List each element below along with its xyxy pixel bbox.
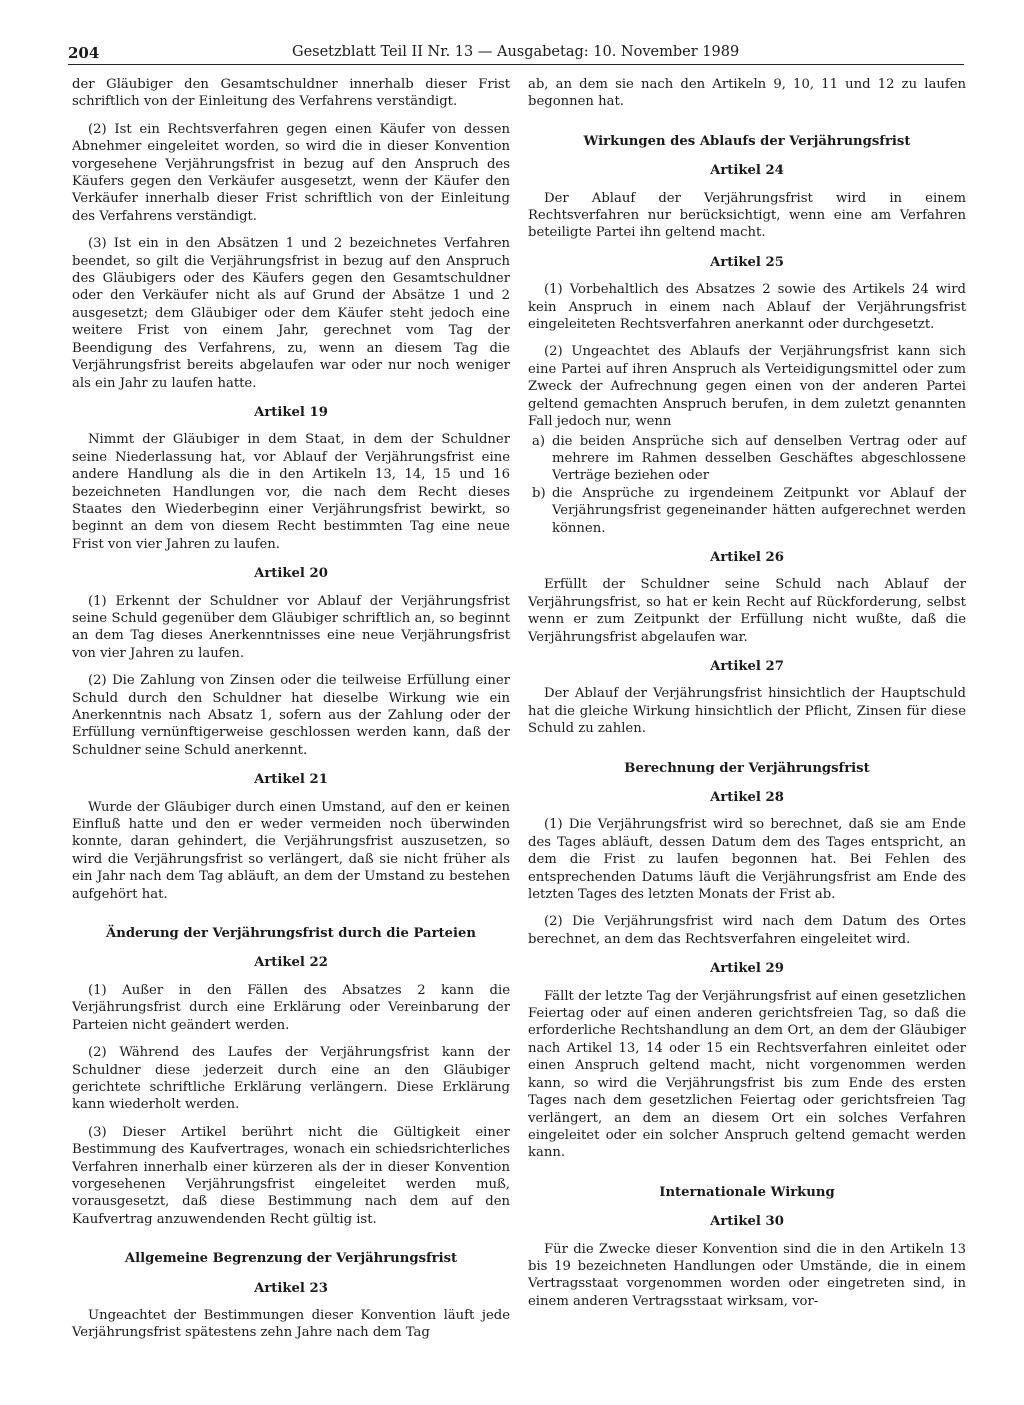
article-19-heading: Artikel 19 bbox=[254, 404, 328, 420]
article-22-heading: Artikel 22 bbox=[254, 955, 328, 971]
article-27-heading: Artikel 27 bbox=[710, 658, 784, 674]
right-column bbox=[528, 76, 966, 1320]
article-30-text: Für die Zwecke dieser Konvention sind die in den Artikeln 13 bis 19 bezeichneten Handlungen oder Umstände, die in einem Vertragsstaat vorgenommen worden oder eingetreten sind, in einem anderen Vertragsstaat wirksam, vor- bbox=[528, 1241, 966, 1309]
article-23-text: Ungeachtet der Bestimmungen dieser Konvention läuft jede Verjährungsfrist spätestens zehn Jahre nach dem Tag bbox=[72, 1307, 510, 1341]
running-head: Gesetzblatt Teil II Nr. 13 — Ausgabetag: 10. November 1989 bbox=[292, 44, 740, 60]
article-30-heading: Artikel 30 bbox=[710, 1214, 784, 1230]
section-heading-aenderung: Änderung der Verjährungsfrist durch die Parteien bbox=[106, 926, 476, 942]
list-item-label: a) bbox=[532, 433, 546, 449]
header-rule bbox=[68, 64, 964, 65]
section-heading-international: Internationale Wirkung bbox=[659, 1184, 835, 1200]
article-21-heading: Artikel 21 bbox=[254, 772, 328, 788]
article-20-para-1: (1) Erkennt der Schuldner vor Ablauf der Verjährungsfrist seine Schuld gegenüber dem Gläubiger schriftlich an, so beginnt an dem Tag dieses Anerkenntnisses eine neue Verjährungsfrist von vier Jahren zu laufen. bbox=[72, 593, 510, 661]
article-21-text: Wurde der Gläubiger durch einen Umstand, auf den er keinen Einfluß hatte und den er weder vermeiden noch überwinden konnte, daran gehindert, die Verjährungsfrist auszusetzen, so wird die Verjährungsfrist so verlängert, daß sie nicht früher als ein Jahr nach dem Tag abläuft, an dem der Umstand zu bestehen aufgehört hat. bbox=[72, 799, 510, 902]
section-heading-berechnung: Berechnung der Verjährungsfrist bbox=[624, 760, 870, 776]
list-item-label: b) bbox=[532, 485, 546, 501]
article-23-heading: Artikel 23 bbox=[254, 1280, 328, 1296]
list-item-text: die Ansprüche zu irgendeinem Zeitpunkt vor Ablauf der Verjährungsfrist gegeneinander hätten aufgerechnet werden können. bbox=[552, 485, 966, 536]
page-number: 204 bbox=[68, 44, 100, 62]
article-19-text: Nimmt der Gläubiger in dem Staat, in dem der Schuldner seine Niederlassung hat, vor Ablauf der Verjährungsfrist eine andere Handlung als die in den Artikeln 13, 14, 15 und 16 bezeichneten Handlungen vor, die nach dem Recht dieses Staates den Wiederbeginn einer Verjährungsfrist bewirkt, so beginnt an dem von diesem Recht bestimmten Tag eine neue Frist von vier Jahren zu laufen. bbox=[72, 432, 510, 552]
article-26-heading: Artikel 26 bbox=[710, 549, 784, 565]
paragraph-art18-2: (2) Ist ein Rechtsverfahren gegen einen Käufer von dessen Abnehmer eingeleitet worden, so wird die in dieser Konvention vorgesehene Verjährungsfrist in bezug auf den Anspruch des Käufers gegen den Verkäufer ausgesetzt, wenn der Käufer den Verkäufer innerhalb dieser Frist schriftlich von der Einleitung des Verfahrens verständigt. bbox=[72, 121, 510, 224]
article-29-text: Fällt der letzte Tag der Verjährungsfrist auf einen gesetzlichen Feiertag oder auf einen anderen gerichtsfreien Tag, so daß die erforderliche Rechtshandlung an dem Ort, an dem der Gläubiger nach Artikel 13, 14 oder 15 ein Rechtsverfahren einleitet oder einen Anspruch geltend macht, nicht vorgenommen werden kann, so wird die Verjährungsfrist bis zum Ende des ersten Tages nach dem gesetzlichen Feiertag oder gerichtsfreien Tag verlängert, an dem an diesem Ort ein solches Verfahren eingeleitet oder ein solcher Anspruch geltend gemacht werden kann. bbox=[528, 988, 966, 1161]
article-26-text: Erfüllt der Schuldner seine Schuld nach Ablauf der Verjährungsfrist, so hat er kein Recht auf Rückforderung, selbst wenn er zum Zeitpunkt der Erfüllung nicht wußte, daß die Verjährungsfrist abgelaufen war. bbox=[528, 577, 966, 645]
paragraph-intro: der Gläubiger den Gesamtschuldner innerhalb dieser Frist schriftlich von der Einleitung des Verfahrens verständigt. bbox=[72, 77, 510, 110]
section-heading-wirkungen: Wirkungen des Ablaufs der Verjährungsfrist bbox=[583, 133, 911, 149]
article-22-para-2: (2) Während des Laufes der Verjährungsfrist kann der Schuldner diese jederzeit durch eine an den Gläubiger gerichtete schriftliche Erklärung verlängern. Diese Erklärung kann wiederholt werden. bbox=[72, 1045, 510, 1113]
article-24-heading: Artikel 24 bbox=[710, 163, 784, 179]
paragraph-art18-3: (3) Ist ein in den Absätzen 1 und 2 bezeichnetes Verfahren beendet, so gilt die Verjährungsfrist in bezug auf den Anspruch des Gläubigers oder des Käufers gegen den Gesamtschuldner oder den Verkäufer nicht als auf Grund der Absätze 1 und 2 ausgesetzt; dem Gläubiger oder dem Käufer steht jedoch eine weitere Frist von einem Jahr, gerechnet vom Tag der Beendigung des Verfahrens, zu, wenn an diesem Tag die Verjährungsfrist bereits abgelaufen war oder nur noch weniger als ein Jahr zu laufen hatte. bbox=[72, 236, 510, 391]
article-29-heading: Artikel 29 bbox=[710, 961, 784, 977]
paragraph-continuation: ab, an dem sie nach den Artikeln 9, 10, 11 und 12 zu laufen begonnen hat. bbox=[528, 77, 966, 110]
page-header bbox=[68, 44, 964, 66]
article-28-para-2: (2) Die Verjährungsfrist wird nach dem Datum des Ortes berechnet, an dem das Rechtsverfahren eingeleitet wird. bbox=[528, 914, 966, 947]
article-22-para-1: (1) Außer in den Fällen des Absatzes 2 kann die Verjährungsfrist durch eine Erklärung oder Vereinbarung der Parteien nicht geändert werden. bbox=[72, 982, 510, 1033]
article-22-para-3: (3) Dieser Artikel berührt nicht die Gültigkeit einer Bestimmung des Kaufvertrages, wonach ein schiedsrichterliches Verfahren innerhalb einer kürzeren als der in dieser Konvention vorgesehenen Verjährungsfrist eingeleitet werden muß, vorausgesetzt, daß diese Bestimmung nach dem auf den Kaufvertrag anzuwendenden Recht gültig ist. bbox=[72, 1124, 510, 1227]
article-27-text: Der Ablauf der Verjährungsfrist hinsichtlich der Hauptschuld hat die gleiche Wirkung hinsichtlich der Pflicht, Zinsen für diese Schuld zu zahlen. bbox=[528, 686, 966, 737]
article-24-text: Der Ablauf der Verjährungsfrist wird in einem Rechtsverfahren nur berücksichtigt, wenn eine am Verfahren beteiligte Partei ihn geltend macht. bbox=[528, 190, 966, 241]
article-20-para-2: (2) Die Zahlung von Zinsen oder die teilweise Erfüllung einer Schuld durch den Schuldner hat dieselbe Wirkung wie ein Anerkenntnis nach Absatz 1, sofern aus der Zahlung oder der Erfüllung vernünftigerweise geschlossen werden kann, daß der Schuldner seine Schuld anerkennt. bbox=[72, 673, 510, 758]
list-item bbox=[528, 485, 966, 537]
list-item-text: die beiden Ansprüche sich auf denselben Vertrag oder auf mehrere im Rahmen desselben Geschäftes abgeschlossene Verträge beziehen oder bbox=[552, 433, 966, 484]
list-item bbox=[528, 433, 966, 485]
section-heading-begrenzung: Allgemeine Begrenzung der Verjährungsfrist bbox=[124, 1251, 458, 1267]
left-column bbox=[72, 76, 510, 1352]
article-20-heading: Artikel 20 bbox=[254, 566, 328, 582]
article-25-para-1: (1) Vorbehaltlich des Absatzes 2 sowie des Artikels 24 wird kein Anspruch in einem nach Ablauf der Verjährungsfrist eingeleiteten Rechtsverfahren anerkannt oder durchgesetzt. bbox=[528, 282, 966, 333]
article-28-para-1: (1) Die Verjährungsfrist wird so berechnet, daß sie am Ende des Tages abläuft, dessen Datum dem des Tages entspricht, an dem die Frist zu laufen begonnen hat. Bei Fehlen des entsprechenden Datums läuft die Verjährungsfrist am Ende des letzten Tages des letzten Monats der Frist ab. bbox=[528, 817, 966, 903]
article-25-list bbox=[528, 433, 966, 537]
article-25-para-2: (2) Ungeachtet des Ablaufs der Verjährungsfrist kann sich eine Partei auf ihren Anspruch als Verteidigungsmittel oder zum Zweck der Aufrechnung gegen einen von der anderen Partei geltend gemachten Anspruch berufen, in dem zuletzt genannten Fall jedoch nur, wenn bbox=[528, 344, 966, 430]
article-28-heading: Artikel 28 bbox=[710, 790, 784, 805]
article-25-heading: Artikel 25 bbox=[710, 254, 784, 270]
